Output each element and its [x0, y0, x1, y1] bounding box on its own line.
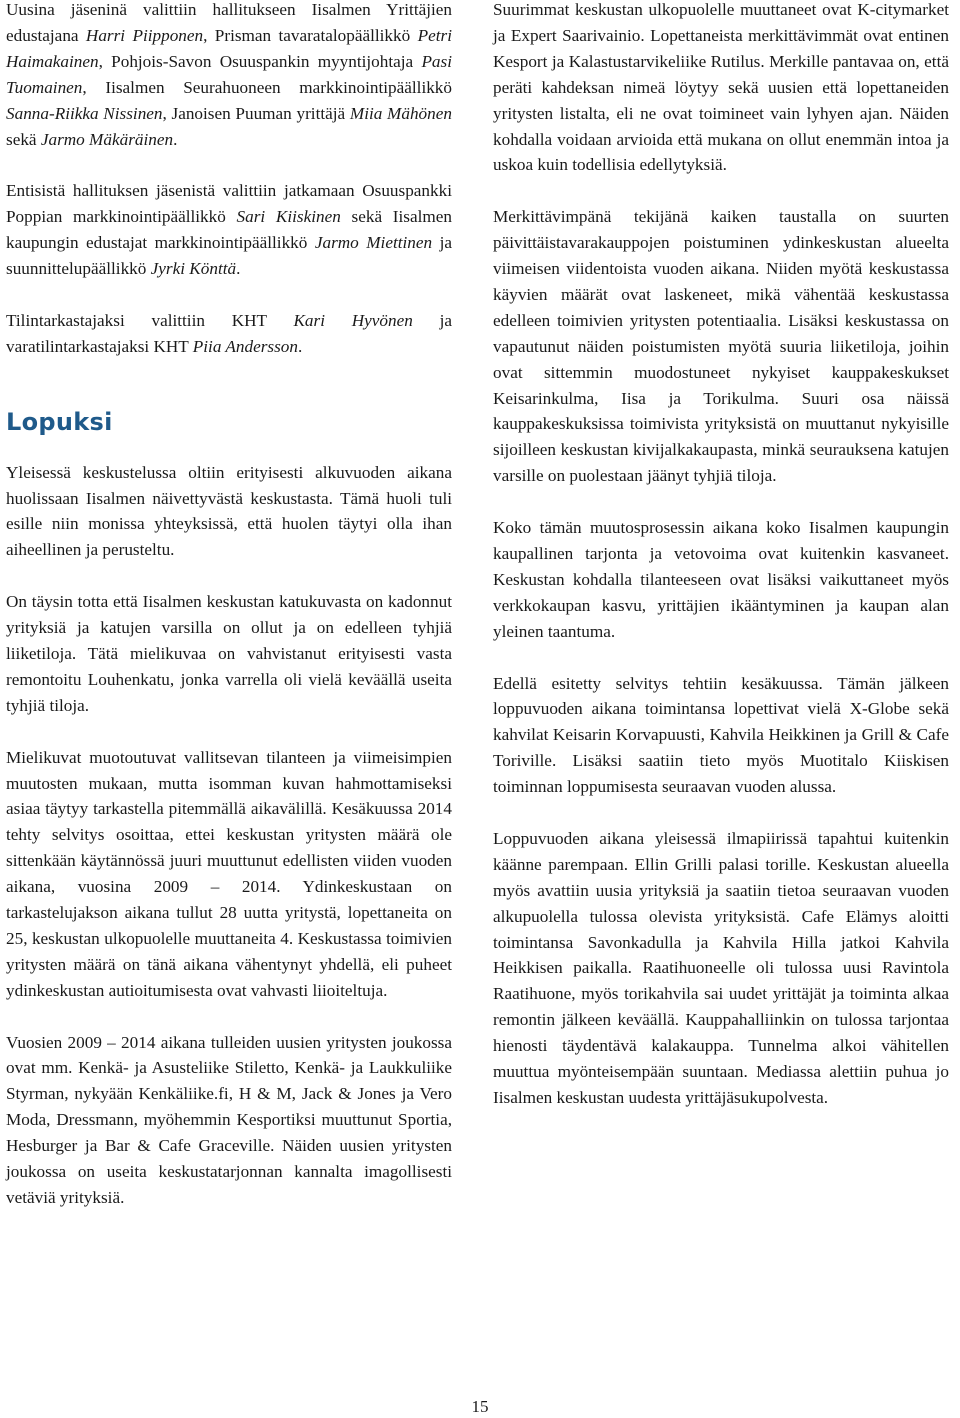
- paragraph-body: Loppuvuoden aikana yleisessä ilmapiirissä tapahtui kuitenkin käänne parempaan. Ellin Grilli palasi torille. Keskustan alueella myös avattiin uusia yrityksiä ja saatiin tietoa seuraavan vuoden alkupuolella tulossa olevista yrityksistä. Cafe Elämys aloitti toimintansa Savonkadulla ja Kahvila Hilla jatkoi Kahvila Heikkisen paikalla. Raatihuoneelle oli tulossa uusi Ravintola Raatihuone, myös torikahvila sai uudet yrittäjät ja toiminta alkaa remontin jälkeen keväällä. Kauppahalliinkin on tulossa tarjontaa hienosti täydentävä kalakauppa. Tunnelma alkoi vähitellen muuttua myönteisempään suuntaan. Mediassa alettiin puhua jo Iisalmen keskustan uudesta yrittäjäsukupolvesta.: [493, 828, 949, 1107]
- text: .: [297, 336, 303, 356]
- text: Uusina jäseninä valittiin hallitukseen Iisalmen Yrittäjien edustajana: [6, 0, 452, 45]
- person-name: Kari Hyvönen: [293, 310, 413, 330]
- text: , Iisalmen Seurahuoneen markkinointipäällikkö: [82, 77, 452, 97]
- paragraph-body: Mielikuvat muotoutuvat vallitsevan tilanteen ja viimeisimpien muutosten mukaan, mutta isomman kuvan hahmottamiseksi asiaa täytyy tarkastella pitemmällä aikavälillä. Kesäkuussa 2014 tehty selvitys osoittaa, ettei keskustan yritysten määrä ole sittenkään käytännössä juuri muuttunut edellisten viiden vuoden aikana, vuosina 2009 – 2014. Ydinkeskustaan on tarkastelujakson aikana tullut 28 uutta yritystä, lopettaneita on 25, keskustan ulkopuolelle muuttaneita 4. Keskustassa toimivien yritysten määrä on tänä aikana vähentynyt yhdellä, eli puheet ydinkeskustan autioitumisesta ovat vahvasti liioiteltuja.: [6, 747, 452, 1000]
- paragraph-body: Yleisessä keskustelussa oltiin erityisesti alkuvuoden aikana huolissaan Iisalmen näivettyvästä keskustasta. Tämä huoli tuli esille niin monissa yhteyksissä, että huolen täytyi olla ihan aiheellinen ja perusteltu.: [6, 462, 452, 560]
- person-name: Sari Kiiskinen: [236, 207, 341, 227]
- paragraph-board-continuing-members: [6, 178, 452, 282]
- paragraph-body: Koko tämän muutosprosessin aikana koko Iisalmen kaupungin kaupallinen tarjonta ja vetovoima ovat kuitenkin kasvaneet. Keskustan kohdalla tilanteeseen ovat lisäksi vaikuttaneet myös verkkokaupan kasvu, yrittäjien ikääntyminen ja kaupan alan yleinen taantuma.: [493, 518, 949, 641]
- text: , Pohjois-Savon Osuuspankin myyntijohtaja: [98, 51, 422, 71]
- person-name: Jyrki Könttä: [150, 259, 237, 279]
- right-column: [493, 0, 949, 1111]
- text: , Janoisen Puuman yrittäjä: [162, 103, 350, 123]
- page-number: 15: [471, 1397, 489, 1416]
- text: sekä: [6, 129, 41, 149]
- text: Entisistä hallituksen jäsenistä valittiin jatkamaan Osuuspankki Poppian markkinointipäällikkö: [6, 181, 452, 227]
- person-name: Jarmo Mäkäräinen: [40, 129, 174, 149]
- person-name: Petri Haimakainen: [6, 25, 452, 71]
- person-name: Pasi Tuomainen: [6, 51, 452, 97]
- section-heading-lopuksi: Lopuksi: [6, 407, 113, 436]
- paragraph-body: Edellä esitetty selvitys tehtiin kesäkuussa. Tämän jälkeen loppuvuoden aikana toimintansa lopettivat vielä X-Globe sekä kahvilat Keisarin Korvapuusti, Kahvila Heikkinen ja Grill & Cafe Toriville. Lisäksi saatiin tieto myös Muotitalo Kiiskisen toiminnan loppumisesta seuraavan vuoden alussa.: [493, 673, 949, 797]
- person-name: Jarmo Miettinen: [314, 233, 433, 253]
- paragraph-body: Suurimmat keskustan ulkopuolelle muuttaneet ovat K-citymarket ja Expert Saarivainio. Lopettaneista merkittävimmät ovat entinen Kesport ja Kalastustarvikeliike Rutilus. Merkille pantavaa on, että peräti kahdeksan nimeä löytyy sekä uusien että lopettaneiden yritysten listalta, eli ne ovat toimineet vain lyhyen ajan. Näiden kohdalla voidaan arvioida että mukana on ollut enemmän intoa ja uskoa kuin todellisia edellytyksiä.: [493, 0, 949, 175]
- person-name: Sanna-Riikka Nissinen: [6, 103, 163, 123]
- person-name: Miia Mähönen: [349, 103, 452, 123]
- person-name: Piia Andersson: [192, 336, 298, 356]
- paragraph-body: On täysin totta että Iisalmen keskustan katukuvasta on kadonnut yrityksiä ja katujen varsilla on ollut ja on edelleen tyhjiä liiketiloja. Tätä mielikuvaa on vahvistanut erityisesti vasta remontoitu Louhenkatu, jonka varrella oli vielä keväällä useita tyhjiä tiloja.: [6, 592, 452, 715]
- text: ja varatilintarkastajaksi KHT: [6, 310, 452, 356]
- paragraph-body: Vuosien 2009 – 2014 aikana tulleiden uusien yritysten joukossa ovat mm. Kenkä- ja Asusteliike Stiletto, Kenkä- ja Laukkuliike Styrman, nykyään Kenkäliike.fi, H & M, Jack & Jones ja Vero Moda, Dressmann, myöhemmin Kesportiksi muuttunut Sportia, Hesburger ja Bar & Cafe Gracevillе. Näiden uusien yritysten joukossa on useita keskustatarjonnan kannalta imagollisesti vetäviä yrityksiä.: [6, 1032, 452, 1207]
- text: ja suunnittelupäällikkö: [6, 233, 452, 279]
- text: sekä Iisalmen kaupungin edustajat markkinointipäällikkö: [6, 207, 452, 253]
- paragraph-board-new-members: [6, 0, 452, 152]
- paragraph-auditors: [6, 308, 452, 360]
- text: , Prisman tavaratalopäällikkö: [203, 25, 418, 45]
- text: .: [173, 129, 178, 149]
- paragraph-body: Merkittävimpänä tekijänä kaiken taustalla on suurten päivittäistavarakauppojen poistuminen ydinkeskustan alueelta viimeisen viidentoista vuoden aikana. Niiden myötä keskustassa käyvien määrät ovat laskeneet, mikä vähentää keskustassa edelleen toimivien yritysten potentiaalia. Lisäksi keskustassa on vapautunut näiden poistumisten myötä suuria liiketiloja, joihin ovat sittemmin muodostuneet nykyiset kauppakeskukset Keisarinkulma, Iisa ja Torikulma. Suuri osa näissä kauppakeskuksissa toimivista yrityksistä on muuttanut nykyisille sijoilleen keskustan kivijalkakaupasta, minkä seurauksena katujen varsille on puolestaan jäänyt tyhjiä tiloja.: [493, 207, 949, 486]
- left-column: [6, 0, 452, 1211]
- text: Tilintarkastajaksi valittiin KHT: [6, 310, 294, 330]
- person-name: Harri Piipponen: [85, 25, 204, 45]
- text: .: [236, 259, 241, 279]
